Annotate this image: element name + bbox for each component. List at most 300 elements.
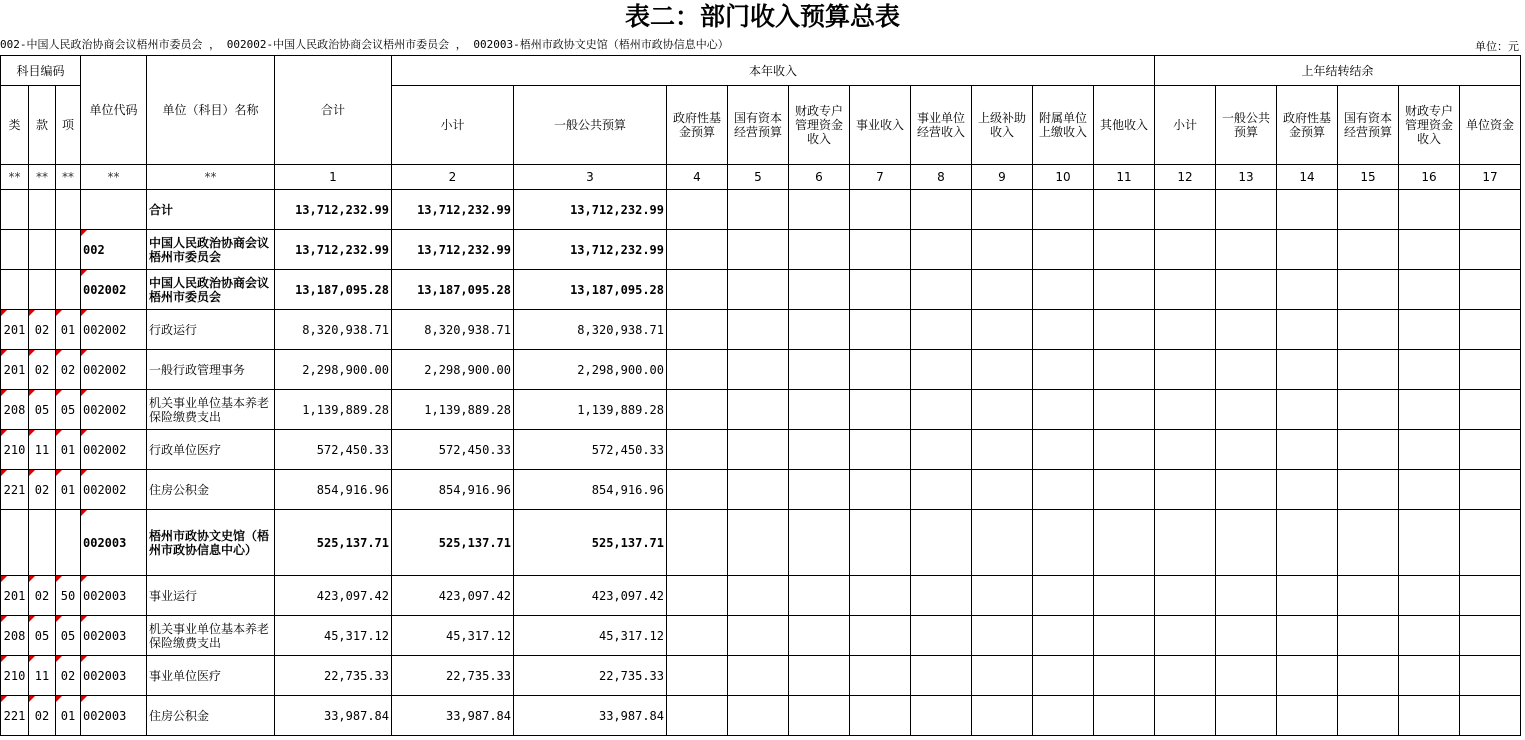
cell-empty — [1216, 350, 1277, 390]
cell-empty — [667, 616, 728, 656]
cell-lei: 201 — [1, 350, 29, 390]
cell-empty — [850, 230, 911, 270]
cell-xiang: 05 — [56, 616, 81, 656]
cell-empty — [1033, 656, 1094, 696]
cell-cy-general-budget: 525,137.71 — [514, 510, 667, 576]
col-number: 9 — [972, 165, 1033, 190]
cell-cy-general-budget: 13,712,232.99 — [514, 230, 667, 270]
col-number: 12 — [1155, 165, 1216, 190]
cell-empty — [1338, 510, 1399, 576]
cell-xiang: 01 — [56, 310, 81, 350]
cell-empty — [1399, 510, 1460, 576]
cell-unit-code: 002003 — [81, 576, 147, 616]
cell-empty — [789, 350, 850, 390]
cell-empty — [972, 390, 1033, 430]
table-body — [1, 190, 1521, 736]
header-current-year-income: 本年收入 — [392, 56, 1155, 86]
cell-empty — [789, 696, 850, 736]
cell-xiang: 01 — [56, 696, 81, 736]
cell-empty — [1277, 696, 1338, 736]
header-unit-name: 单位（科目）名称 — [147, 56, 275, 165]
cell-unit-name: 机关事业单位基本养老保险缴费支出 — [147, 390, 275, 430]
cell-empty — [728, 350, 789, 390]
cell-cy-subtotal: 33,987.84 — [392, 696, 514, 736]
cell-empty — [667, 510, 728, 576]
cell-empty — [1155, 696, 1216, 736]
currency-unit-label: 单位：元 — [1475, 40, 1519, 53]
cell-empty — [1216, 390, 1277, 430]
cell-empty — [789, 230, 850, 270]
cell-total: 33,987.84 — [275, 696, 392, 736]
table-row — [1, 470, 1521, 510]
cell-empty — [1216, 270, 1277, 310]
cell-empty — [1216, 190, 1277, 230]
cell-empty — [1033, 510, 1094, 576]
cell-cy-subtotal: 45,317.12 — [392, 616, 514, 656]
cell-empty — [1277, 390, 1338, 430]
cell-empty — [789, 616, 850, 656]
cell-empty — [1216, 696, 1277, 736]
cell-empty — [1216, 230, 1277, 270]
cell-empty — [1338, 470, 1399, 510]
cell-empty — [1460, 190, 1521, 230]
cell-total: 13,187,095.28 — [275, 270, 392, 310]
cell-xiang: 05 — [56, 390, 81, 430]
col-number: 8 — [911, 165, 972, 190]
cell-empty — [1399, 190, 1460, 230]
col-number: 17 — [1460, 165, 1521, 190]
cell-empty — [850, 696, 911, 736]
table-row — [1, 656, 1521, 696]
cell-empty — [1338, 576, 1399, 616]
cell-total: 8,320,938.71 — [275, 310, 392, 350]
cell-empty — [1033, 576, 1094, 616]
cell-empty — [789, 656, 850, 696]
cell-empty — [1155, 270, 1216, 310]
cell-unit-code: 002003 — [81, 696, 147, 736]
cell-cy-general-budget: 423,097.42 — [514, 576, 667, 616]
header-kuan: 款 — [29, 86, 56, 165]
cell-empty — [911, 350, 972, 390]
stars-cell: ** — [147, 165, 275, 190]
cell-empty — [972, 310, 1033, 350]
header-xiang: 项 — [56, 86, 81, 165]
cell-empty — [1155, 190, 1216, 230]
cell-empty — [1155, 656, 1216, 696]
cell-empty — [850, 576, 911, 616]
cell-empty — [1399, 310, 1460, 350]
cell-total: 1,139,889.28 — [275, 390, 392, 430]
cell-empty — [1094, 656, 1155, 696]
cell-empty — [1094, 190, 1155, 230]
cell-empty — [972, 510, 1033, 576]
cell-kuan: 02 — [29, 310, 56, 350]
table-row — [1, 270, 1521, 310]
table-row — [1, 576, 1521, 616]
cell-empty — [972, 656, 1033, 696]
cell-empty — [1338, 310, 1399, 350]
cell-empty — [1460, 576, 1521, 616]
col-number: 15 — [1338, 165, 1399, 190]
cell-unit-code: 002002 — [81, 270, 147, 310]
cell-empty — [1338, 230, 1399, 270]
cell-empty — [911, 310, 972, 350]
cell-empty — [850, 616, 911, 656]
cell-empty — [728, 390, 789, 430]
header-subject-code: 科目编码 — [1, 56, 81, 86]
cell-xiang: 02 — [56, 656, 81, 696]
cell-empty — [1460, 696, 1521, 736]
cell-empty — [1399, 270, 1460, 310]
cell-lei: 210 — [1, 656, 29, 696]
cell-empty — [911, 510, 972, 576]
cell-kuan: 11 — [29, 656, 56, 696]
cell-empty — [1216, 656, 1277, 696]
table-row — [1, 430, 1521, 470]
cell-empty — [728, 696, 789, 736]
cell-empty — [667, 656, 728, 696]
cell-empty — [1399, 656, 1460, 696]
cell-unit-name: 中国人民政治协商会议梧州市委员会 — [147, 230, 275, 270]
cell-kuan: 02 — [29, 696, 56, 736]
cell-empty — [1033, 696, 1094, 736]
header-cy-subtotal: 小计 — [392, 86, 514, 165]
cell-empty — [1399, 230, 1460, 270]
cell-empty — [1094, 350, 1155, 390]
cell-empty — [1033, 310, 1094, 350]
cell-unit-code: 002003 — [81, 656, 147, 696]
cell-total: 525,137.71 — [275, 510, 392, 576]
cell-empty — [1399, 430, 1460, 470]
cell-empty — [1033, 350, 1094, 390]
cell-empty — [1460, 390, 1521, 430]
cell-unit-name: 住房公积金 — [147, 470, 275, 510]
cell-empty — [789, 270, 850, 310]
cell-unit-code: 002002 — [81, 310, 147, 350]
col-number: 6 — [789, 165, 850, 190]
cell-unit-code: 002002 — [81, 390, 147, 430]
cell-empty — [850, 656, 911, 696]
cell-unit-code: 002002 — [81, 470, 147, 510]
header-cy-general-budget: 一般公共预算 — [514, 86, 667, 165]
cell-xiang — [56, 270, 81, 310]
cell-unit-name: 行政运行 — [147, 310, 275, 350]
header-py-general-budget: 一般公共预算 — [1216, 86, 1277, 165]
cell-cy-general-budget: 13,712,232.99 — [514, 190, 667, 230]
col-number: 14 — [1277, 165, 1338, 190]
cell-empty — [1399, 616, 1460, 656]
cell-empty — [789, 576, 850, 616]
cell-empty — [1094, 270, 1155, 310]
cell-empty — [1216, 510, 1277, 576]
cell-empty — [911, 430, 972, 470]
cell-empty — [1460, 616, 1521, 656]
cell-empty — [789, 390, 850, 430]
cell-total: 13,712,232.99 — [275, 230, 392, 270]
cell-empty — [667, 390, 728, 430]
cell-empty — [1277, 510, 1338, 576]
cell-empty — [1338, 696, 1399, 736]
cell-empty — [1094, 230, 1155, 270]
cell-empty — [972, 230, 1033, 270]
cell-empty — [1155, 390, 1216, 430]
cell-empty — [850, 190, 911, 230]
cell-empty — [911, 230, 972, 270]
col-number: 3 — [514, 165, 667, 190]
cell-cy-general-budget: 22,735.33 — [514, 656, 667, 696]
header-py-subtotal: 小计 — [1155, 86, 1216, 165]
cell-total: 13,712,232.99 — [275, 190, 392, 230]
cell-total: 854,916.96 — [275, 470, 392, 510]
header-py-special-account: 财政专户管理资金收入 — [1399, 86, 1460, 165]
page-title: 表二：部门收入预算总表 — [624, 2, 900, 31]
cell-empty — [1460, 350, 1521, 390]
cell-cy-subtotal: 2,298,900.00 — [392, 350, 514, 390]
cell-cy-general-budget: 45,317.12 — [514, 616, 667, 656]
cell-empty — [1460, 310, 1521, 350]
cell-empty — [667, 190, 728, 230]
cell-empty — [789, 310, 850, 350]
cell-xiang: 02 — [56, 350, 81, 390]
cell-kuan: 05 — [29, 390, 56, 430]
cell-empty — [728, 470, 789, 510]
cell-empty — [972, 696, 1033, 736]
cell-empty — [667, 696, 728, 736]
cell-empty — [1338, 390, 1399, 430]
stars-cell: ** — [56, 165, 81, 190]
header-py-fund-budget: 政府性基金预算 — [1277, 86, 1338, 165]
header-cy-affiliated-remit: 附属单位上缴收入 — [1033, 86, 1094, 165]
cell-empty — [667, 430, 728, 470]
cell-empty — [972, 350, 1033, 390]
cell-empty — [1094, 430, 1155, 470]
cell-empty — [789, 470, 850, 510]
cell-empty — [1460, 230, 1521, 270]
cell-empty — [1155, 350, 1216, 390]
cell-xiang: 01 — [56, 430, 81, 470]
cell-unit-code: 002003 — [81, 510, 147, 576]
cell-empty — [728, 310, 789, 350]
cell-kuan: 11 — [29, 430, 56, 470]
cell-empty — [850, 510, 911, 576]
cell-empty — [850, 350, 911, 390]
cell-empty — [728, 230, 789, 270]
cell-empty — [1399, 350, 1460, 390]
cell-empty — [972, 616, 1033, 656]
cell-total: 45,317.12 — [275, 616, 392, 656]
table-row — [1, 510, 1521, 576]
cell-empty — [911, 390, 972, 430]
cell-empty — [1094, 310, 1155, 350]
cell-empty — [1094, 576, 1155, 616]
cell-empty — [1155, 576, 1216, 616]
cell-empty — [1277, 270, 1338, 310]
cell-total: 423,097.42 — [275, 576, 392, 616]
cell-unit-name: 事业运行 — [147, 576, 275, 616]
cell-lei: 210 — [1, 430, 29, 470]
cell-empty — [1094, 390, 1155, 430]
cell-lei — [1, 270, 29, 310]
cell-empty — [1277, 230, 1338, 270]
cell-empty — [1216, 576, 1277, 616]
cell-empty — [1216, 430, 1277, 470]
cell-lei — [1, 230, 29, 270]
cell-empty — [1155, 310, 1216, 350]
col-number: 7 — [850, 165, 911, 190]
cell-empty — [1216, 616, 1277, 656]
unit-list-subtitle: 002-中国人民政治协商会议梧州市委员会 ， 002002-中国人民政治协商会议梧州市委员会 ， 002003-梧州市政协文史馆（梧州市政协信息中心） — [0, 38, 729, 51]
cell-empty — [1338, 430, 1399, 470]
cell-kuan: 02 — [29, 470, 56, 510]
cell-empty — [1155, 430, 1216, 470]
cell-empty — [972, 430, 1033, 470]
cell-lei — [1, 510, 29, 576]
cell-empty — [1155, 470, 1216, 510]
cell-empty — [1338, 616, 1399, 656]
col-number: 1 — [275, 165, 392, 190]
cell-unit-name: 事业单位医疗 — [147, 656, 275, 696]
cell-empty — [1399, 470, 1460, 510]
cell-empty — [1277, 190, 1338, 230]
cell-cy-subtotal: 13,712,232.99 — [392, 230, 514, 270]
cell-unit-code: 002 — [81, 230, 147, 270]
cell-empty — [1033, 616, 1094, 656]
cell-empty — [1338, 656, 1399, 696]
cell-empty — [728, 270, 789, 310]
cell-unit-name: 行政单位医疗 — [147, 430, 275, 470]
cell-empty — [1399, 390, 1460, 430]
header-total: 合计 — [275, 56, 392, 165]
cell-cy-general-budget: 572,450.33 — [514, 430, 667, 470]
cell-empty — [728, 656, 789, 696]
cell-cy-general-budget: 8,320,938.71 — [514, 310, 667, 350]
cell-lei — [1, 190, 29, 230]
cell-lei: 201 — [1, 310, 29, 350]
header-py-state-capital: 国有资本经营预算 — [1338, 86, 1399, 165]
cell-empty — [850, 270, 911, 310]
table-row — [1, 350, 1521, 390]
header-prior-year-carryover: 上年结转结余 — [1155, 56, 1521, 86]
cell-empty — [1277, 656, 1338, 696]
cell-empty — [911, 696, 972, 736]
cell-empty — [1216, 470, 1277, 510]
cell-empty — [1460, 470, 1521, 510]
cell-unit-code: 002002 — [81, 430, 147, 470]
cell-xiang — [56, 230, 81, 270]
cell-empty — [667, 470, 728, 510]
cell-empty — [1338, 270, 1399, 310]
cell-lei: 201 — [1, 576, 29, 616]
stars-cell: ** — [81, 165, 147, 190]
cell-cy-general-budget: 13,187,095.28 — [514, 270, 667, 310]
cell-empty — [1033, 470, 1094, 510]
cell-cy-general-budget: 33,987.84 — [514, 696, 667, 736]
cell-empty — [1277, 350, 1338, 390]
header-cy-business-income: 事业收入 — [850, 86, 911, 165]
col-number: 5 — [728, 165, 789, 190]
cell-empty — [972, 270, 1033, 310]
cell-empty — [728, 430, 789, 470]
cell-empty — [1094, 696, 1155, 736]
cell-empty — [972, 470, 1033, 510]
cell-empty — [1155, 230, 1216, 270]
cell-empty — [667, 576, 728, 616]
cell-empty — [972, 190, 1033, 230]
cell-empty — [1338, 190, 1399, 230]
cell-empty — [1460, 430, 1521, 470]
cell-empty — [728, 190, 789, 230]
table-row — [1, 230, 1521, 270]
cell-empty — [667, 310, 728, 350]
cell-empty — [1277, 430, 1338, 470]
cell-empty — [1155, 510, 1216, 576]
cell-empty — [850, 470, 911, 510]
cell-unit-name: 合计 — [147, 190, 275, 230]
cell-cy-subtotal: 22,735.33 — [392, 656, 514, 696]
cell-empty — [1460, 270, 1521, 310]
cell-cy-subtotal: 8,320,938.71 — [392, 310, 514, 350]
cell-empty — [850, 310, 911, 350]
header-cy-special-account: 财政专户管理资金收入 — [789, 86, 850, 165]
cell-empty — [911, 470, 972, 510]
cell-cy-subtotal: 1,139,889.28 — [392, 390, 514, 430]
cell-empty — [1033, 190, 1094, 230]
cell-empty — [1216, 310, 1277, 350]
cell-lei: 208 — [1, 390, 29, 430]
cell-unit-name: 梧州市政协文史馆（梧州市政协信息中心） — [147, 510, 275, 576]
cell-kuan — [29, 190, 56, 230]
cell-empty — [1033, 270, 1094, 310]
cell-cy-subtotal: 13,712,232.99 — [392, 190, 514, 230]
cell-empty — [850, 390, 911, 430]
cell-kuan — [29, 510, 56, 576]
cell-xiang — [56, 190, 81, 230]
cell-empty — [1277, 576, 1338, 616]
header-cy-superior-subsidy: 上级补助收入 — [972, 86, 1033, 165]
cell-empty — [911, 616, 972, 656]
cell-unit-code: 002003 — [81, 616, 147, 656]
table-row — [1, 390, 1521, 430]
cell-empty — [1277, 470, 1338, 510]
cell-cy-general-budget: 2,298,900.00 — [514, 350, 667, 390]
cell-empty — [1399, 576, 1460, 616]
cell-xiang — [56, 510, 81, 576]
cell-cy-subtotal: 525,137.71 — [392, 510, 514, 576]
cell-empty — [1277, 616, 1338, 656]
cell-kuan: 05 — [29, 616, 56, 656]
cell-empty — [667, 270, 728, 310]
cell-kuan — [29, 230, 56, 270]
header-unit-code: 单位代码 — [81, 56, 147, 165]
cell-kuan: 02 — [29, 350, 56, 390]
col-number: 4 — [667, 165, 728, 190]
table-row — [1, 616, 1521, 656]
header-cy-other-income: 其他收入 — [1094, 86, 1155, 165]
stars-cell: ** — [1, 165, 29, 190]
cell-empty — [789, 190, 850, 230]
table-row — [1, 190, 1521, 230]
cell-xiang: 01 — [56, 470, 81, 510]
stars-cell: ** — [29, 165, 56, 190]
cell-unit-name: 机关事业单位基本养老保险缴费支出 — [147, 616, 275, 656]
cell-empty — [728, 616, 789, 656]
col-number: 2 — [392, 165, 514, 190]
cell-empty — [1094, 470, 1155, 510]
cell-lei: 208 — [1, 616, 29, 656]
col-number: 11 — [1094, 165, 1155, 190]
cell-empty — [911, 190, 972, 230]
col-number: 13 — [1216, 165, 1277, 190]
